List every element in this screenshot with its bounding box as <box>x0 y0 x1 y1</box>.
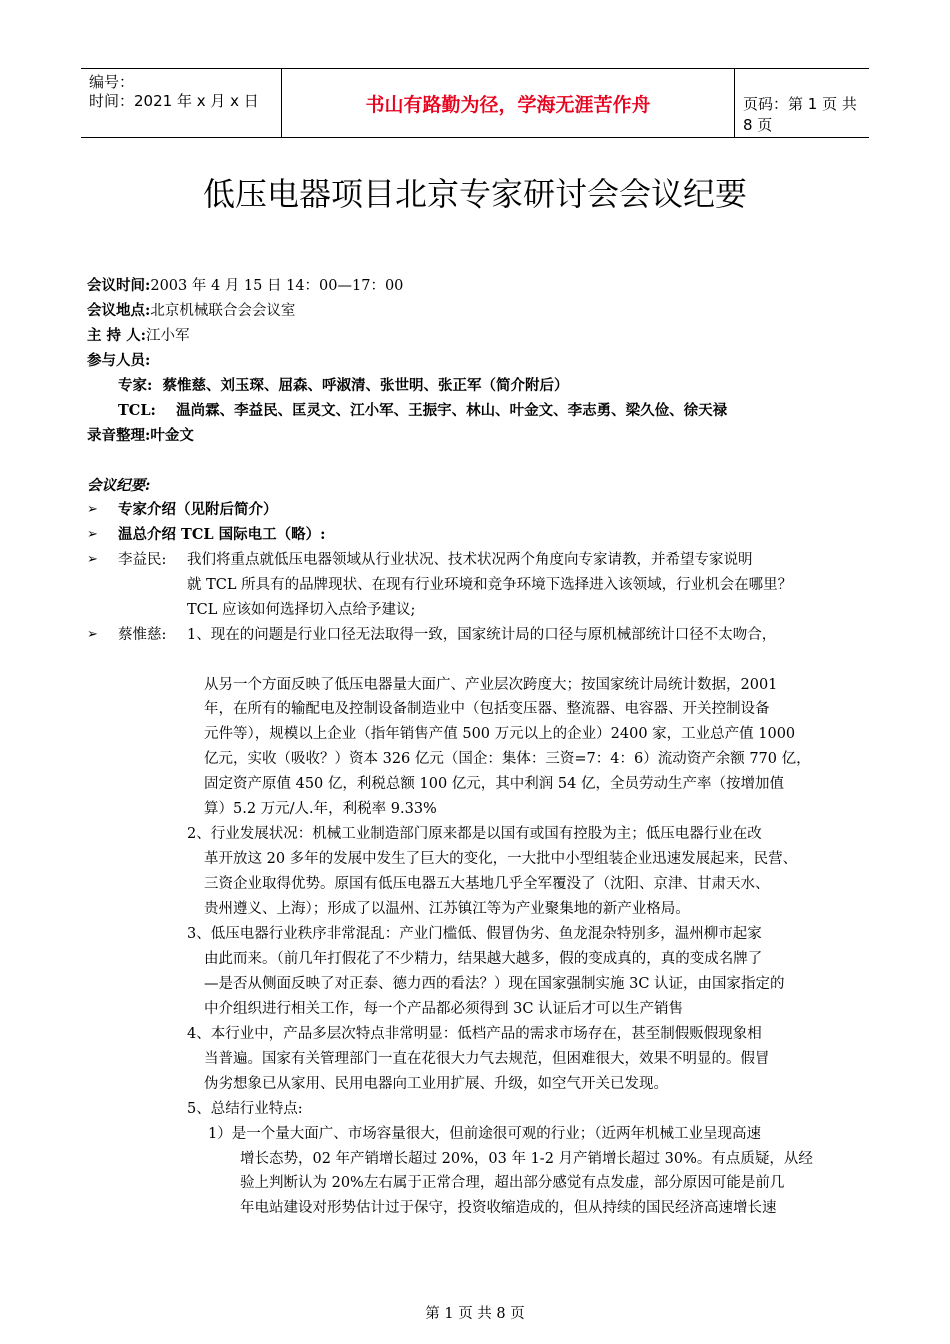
cai-p2-line: 三资企业取得优势。原国有低压电器五大基地几乎全军覆没了（沈阳、京津、甘肃天水、 <box>204 876 770 892</box>
cai-p5-1-line: 验上判断认为 20%左右属于正常合理，超出部分感觉有点发虚，部分原因可能是前几 <box>240 1175 785 1191</box>
cai-p4-line: 伪劣想象已从家用、民用电器向工业用扩展、升级，如空气开关已发现。 <box>204 1076 668 1092</box>
meta-recorder: 录音整理:叶金文 <box>87 427 194 444</box>
li-line: TCL 应该如何选择切入点给予建议; <box>187 602 416 618</box>
cai-p5-1-line: 增长态势，02 年产销增长超过 20%，03 年 1-2 月产销增长超过 30%。有点质疑，从经 <box>240 1151 813 1167</box>
cai-point-2-first: 2、行业发展状况：机械工业制造部门原来都是以国有或国有控股为主；低压电器行业在改 <box>187 826 762 842</box>
motto: 书山有路勤为径，学海无涯苦作舟 <box>281 69 735 137</box>
document-title: 低压电器项目北京专家研讨会会议纪要 <box>202 175 747 213</box>
cai-p1-line: 从另一个方面反映了低压电器量大面广、产业层次跨度大；按国家统计局统计数据，2001 <box>204 677 778 693</box>
cai-p1-line: 亿元，实收（吸收？）资本 326 亿元（国企：集体：三资=7：4：6）流动资产余额 770 亿， <box>204 751 811 767</box>
cai-p2-line: 贵州遵义、上海）；形成了以温州、江苏镇江等为产业聚集地的新产业格局。 <box>204 901 690 917</box>
summary-heading: 会议纪要: <box>87 477 151 494</box>
bullet-arrow-icon: ➢ <box>87 552 98 567</box>
page-header <box>81 68 869 138</box>
meta-experts: 专家: 蔡惟慈、刘玉琛、屈森、呼淑清、张世明、张正军（简介附后） <box>118 377 569 394</box>
cai-point-5: 5、总结行业特点: <box>187 1101 303 1117</box>
cai-p3-line: 由此而来。（前几年打假花了不少精力，结果越大越多，假的变成真的，真的变成名牌了 <box>204 951 763 967</box>
cai-p3-line: —是否从侧面反映了对正泰、德力西的看法？）现在国家强制实施 3C 认证，由国家指定的 <box>204 976 785 992</box>
cai-p1-line: 元件等），规模以上企业（指年销售产值 500 万元以上的企业）2400 家，工业总产值 1000 <box>204 726 796 742</box>
cai-p3-line: 中介组织进行相关工作，每一个产品都必须得到 3C 认证后才可以生产销售 <box>204 1001 684 1017</box>
speaker-li: 李益民: <box>118 552 167 568</box>
cai-point-5-1-first: 1）是一个量大面广、市场容量很大，但前途很可观的行业；（近两年机械工业呈现高速 <box>208 1126 761 1142</box>
bullet-arrow-icon: ➢ <box>87 627 98 642</box>
cai-p1-line: 算）5.2 万元/人.年，利税率 9.33% <box>204 801 437 817</box>
cai-p2-line: 革开放这 20 多年的发展中发生了巨大的变化，一大批中小型组装企业迅速发展起来，民营、 <box>204 851 798 867</box>
speaker-cai: 蔡惟慈: <box>118 627 167 643</box>
meta-host: 主 持 人:江小军 <box>87 327 190 344</box>
page-info: 页码：第 1 页 共 8 页 <box>743 95 857 134</box>
meta-time: 会议时间:2003 年 4 月 15 日 14：00—17：00 <box>87 277 404 294</box>
li-line: 就 TCL 所具有的品牌现状、在现有行业环境和竞争环境下选择进入该领域，行业机会在哪里？ <box>187 577 793 593</box>
bullet-arrow-icon: ➢ <box>87 502 98 517</box>
cai-p1-line: 年，在所有的输配电及控制设备制造业中（包括变压器、整流器、电容器、开关控制设备 <box>204 701 770 717</box>
cai-point-3-first: 3、低压电器行业秩序非常混乱：产业门槛低、假冒伪劣、鱼龙混杂特别多，温州柳市起家 <box>187 926 762 942</box>
cai-point-4-first: 4、本行业中，产品多层次特点非常明显：低档产品的需求市场存在，甚至制假贩假现象相 <box>187 1026 762 1042</box>
meta-attendees: 参与人员: <box>87 352 151 369</box>
meta-tcl: TCL: 温尚霖、李益民、匡灵文、江小军、王振宇、林山、叶金文、李志勇、梁久俭、徐天禄 <box>118 402 728 419</box>
cai-point-1-first: 1、现在的问题是行业口径无法取得一致，国家统计局的口径与原机械部统计口径不太吻合， <box>187 627 777 643</box>
cai-p4-line: 当普遍。国家有关管理部门一直在花很大力气去规范，但困难很大，效果不明显的。假冒 <box>204 1051 770 1067</box>
cai-p5-1-line: 年电站建设对形势估计过于保守，投资收缩造成的，但从持续的国民经济高速增长速 <box>240 1200 777 1216</box>
cai-p1-line: 固定资产原值 450 亿，利税总额 100 亿元，其中利润 54 亿，全员劳动生产率（按增加值 <box>204 776 784 792</box>
time-label: 时间：2021 年 x 月 x 日 <box>89 92 259 110</box>
meta-place: 会议地点:北京机械联合会会议室 <box>87 302 296 319</box>
bullet-arrow-icon: ➢ <box>87 527 98 542</box>
summary-item-1: 专家介绍（见附后简介） <box>118 501 278 518</box>
header-meta <box>89 73 259 111</box>
page-footer: 第 1 页 共 8 页 <box>425 1306 525 1322</box>
li-line: 我们将重点就低压电器领域从行业状况、技术状况两个角度向专家请教，并希望专家说明 <box>187 552 753 568</box>
summary-item-2: 温总介绍 TCL 国际电工（略）: <box>118 526 326 543</box>
code-label: 编号： <box>89 73 135 91</box>
